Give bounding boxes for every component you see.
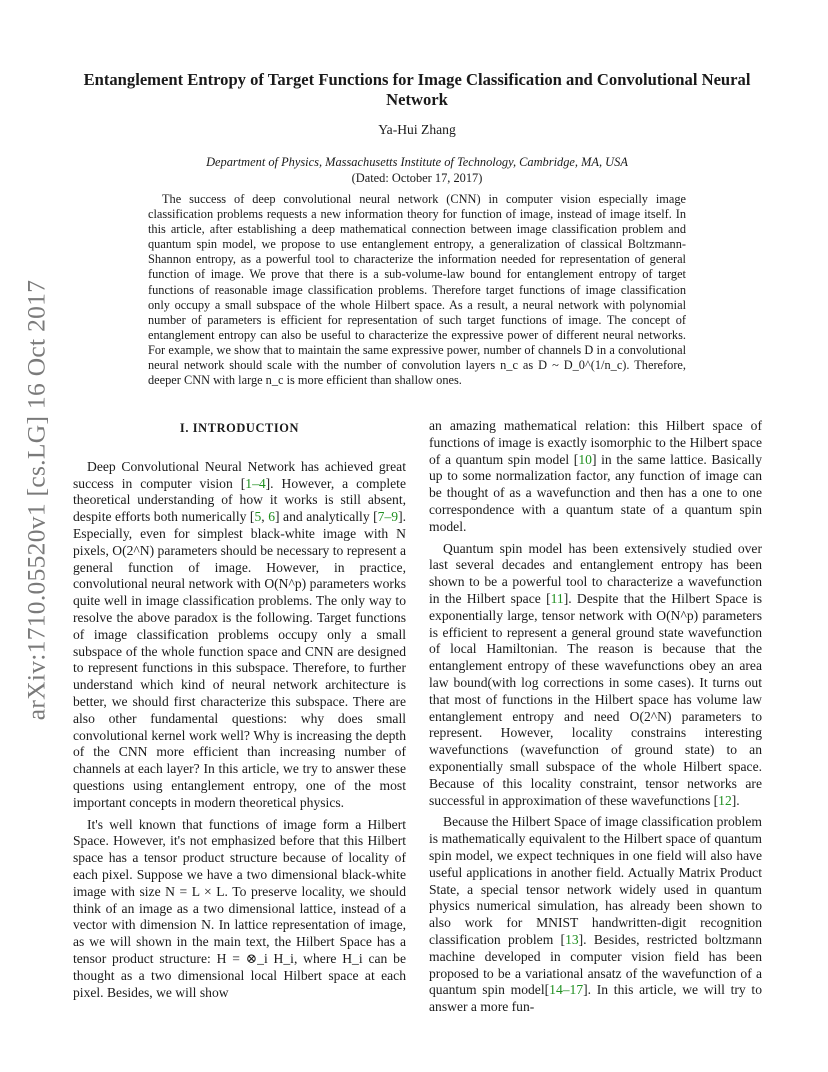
left-column bbox=[73, 418, 406, 1006]
right-column bbox=[429, 418, 762, 1021]
abstract-text: The success of deep convolutional neural network (CNN) in computer vision especially image classification problems requests a new information theory for function of image, instead of image itself. In this article, after establishing a deep mathematical connection between image classification problem and quantum spin model, we propose to use entanglement entropy, a generalization of classical Boltzmann-Shannon entropy, as a powerful tool to characterize the information needed for representation of general function of image. We prove that there is a sub-volume-law bound for entanglement entropy of target functions of reasonable image classification problems. Therefore target functions of image classification only occupy a small subspace of the whole Hilbert space. As a result, a neural network with polynomial number of parameters is efficient for representation of such target functions of image. The concept of entanglement entropy can also be useful to characterize the expressive power of different neural networks. For example, we show that to maintain the same expressive power, number of channels D in a convolutional neural network should scale with the number of convolution layers n_c as D ~ D_0^(1/n_c). Therefore, deeper CNN with large n_c is more efficient than shallow ones. bbox=[148, 192, 686, 388]
arxiv-id: arXiv:1710.05520v1 [cs.LG] 16 Oct 2017 bbox=[21, 279, 50, 721]
intro-paragraph-3 bbox=[429, 541, 762, 810]
citation-link[interactable]: 7–9 bbox=[377, 509, 399, 525]
citation-link[interactable]: 6 bbox=[268, 509, 275, 525]
citation-link[interactable]: 11 bbox=[550, 590, 564, 606]
text-run: ] and analytically [ bbox=[275, 509, 378, 525]
text-run: an amazing mathematical relation: this Hilbert space of functions of image is exactly isomorphic to the Hilbert space of a quantum spin model [ bbox=[429, 418, 762, 467]
abstract bbox=[148, 192, 686, 388]
text-run: ]. In this article, we will try to answer a more fun- bbox=[429, 982, 762, 1015]
author-name: Ya-Hui Zhang bbox=[378, 122, 456, 137]
text-run: ]. Besides, restricted boltzmann machine developed in computer vision field has been proposed to be a variational ansatz of the wavefunction of a quantum spin model[ bbox=[429, 931, 762, 998]
text-run: Because the Hilbert Space of image classification problem is mathematically equivalent to the Hilbert space of quantum spin model, we expect techniques in one field will also have useful applications in another field. Actually Matrix Product State, a special tensor network widely used in quantum physics numerical simulation, has already been shown to also work for MNIST handwritten-digit recognition classification problem [ bbox=[429, 814, 762, 947]
intro-paragraph-4 bbox=[429, 814, 762, 1016]
affiliation-block bbox=[70, 154, 764, 186]
citation-link[interactable]: 10 bbox=[578, 451, 592, 467]
text-run: ] in the same lattice. Basically up to some normalization factor, any function of image can be thought of as a wavefunction and then has a one to one correspondence with a quantum state of a quantum spin model. bbox=[429, 451, 763, 534]
citation-link[interactable]: 14–17 bbox=[549, 982, 584, 998]
citation-link[interactable]: 1–4 bbox=[245, 475, 266, 491]
citation-link[interactable]: 5 bbox=[254, 509, 262, 525]
text-run: ]. Especially, even for simplest black-white image with N pixels, O(2^N) parameters should be necessary to represent a general function of image. However, in practice, convolutional neural network with O(N^p) parameters works quite well in image classification problems. The only way to resolve the above paradox is the following. Target functions of image classification problems occupy only a small subspace of the whole function space and CNN are designed to represent functions in this subspace. Therefore, to further understand which kind of neural network architecture is better, we should first characterize this subspace. There are also other fundamental questions: why does small convolutional kernel work well? Why is increasing the depth of the CNN more efficient than increasing number of channels at each layer? In this article, we try to answer these questions using entanglement entropy, one of the most important concepts in modern theoretical physics. bbox=[73, 509, 406, 810]
intro-paragraph-1 bbox=[73, 459, 406, 812]
intro-paragraph-2-continued bbox=[429, 418, 762, 536]
intro-paragraph-2: It's well known that functions of image form a Hilbert Space. However, it's not emphasized before that this Hilbert space has a tensor product structure because of locality of each pixel. Suppose we have a two dimensional black-white image with size N = L × L. To preserve locality, we should think of an image as a two dimensional lattice, instead of a vector with dimension N. In lattice representation of image, as we will shown in the main text, the Hilbert Space has a tensor product structure: H = ⊗_i H_i, where H_i can be thought as a two dimensional local Hilbert space at each pixel. Besides, we will show bbox=[73, 816, 406, 1000]
citation-link[interactable]: 12 bbox=[718, 792, 732, 808]
paper-title: Entanglement Entropy of Target Functions for Image Classification and Convolutional Neural Network bbox=[83, 70, 751, 109]
text-run: ]. However, a complete theoretical understanding of how it works is still absent, despite efforts both numerically [ bbox=[73, 475, 406, 525]
section-heading: I. INTRODUCTION bbox=[179, 421, 300, 435]
text-run: Deep Convolutional Neural Network has achieved great success in computer vision [ bbox=[73, 458, 406, 491]
text-run: ]. bbox=[731, 792, 740, 808]
date-line: (Dated: October 17, 2017) bbox=[351, 171, 483, 185]
affiliation: Department of Physics, Massachusetts Institute of Technology, Cambridge, MA, USA bbox=[206, 155, 628, 169]
citation-link[interactable]: 13 bbox=[565, 931, 579, 947]
text-run: Quantum spin model has been extensively studied over last several decades and entanglement entropy has been shown to be a powerful tool to characterize a wavefunction in the Hilbert space [ bbox=[429, 540, 762, 606]
text-run: , bbox=[261, 509, 269, 525]
arxiv-sidebar-stamp bbox=[12, 279, 60, 721]
text-run: ]. Despite that the Hilbert Space is exponentially large, tensor network with O(N^p) parameters is efficient to represent a general ground state wavefunction of local Hamiltonian. The reason is because that the entanglement entropy of these wavefunctions obey an area law bound(with log corrections in some cases). It turns out that most of functions in the Hilbert space has volume law entanglement entropy and need O(2^N) parameters to represent. However, locality constrains interesting wavefunctions (wavefunction of ground state) to an exponentially small subspace of the whole Hilbert space. Because of this locality constraint, tensor networks are successful in approximation of these wavefunctions [ bbox=[429, 590, 762, 808]
